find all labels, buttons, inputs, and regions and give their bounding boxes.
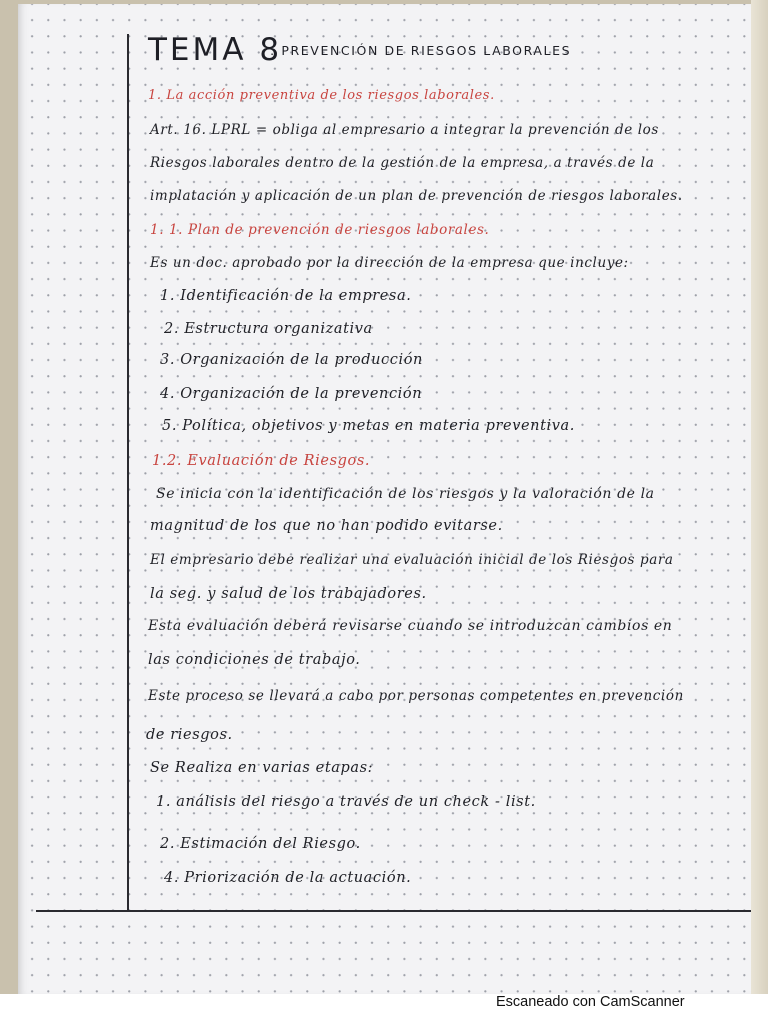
note-line: magnitud de los que no han podido evitarse. xyxy=(150,518,503,534)
note-line: Art. 16. LPRL = obliga al empresario a integrar la prevención de los xyxy=(150,122,659,138)
bottom-rule xyxy=(36,910,768,912)
note-line: implatación y aplicación de un plan de prevención de riesgos laborales. xyxy=(150,188,683,204)
page-edge-shadow xyxy=(751,0,768,994)
list-item: 2. Estructura organizativa xyxy=(164,321,373,337)
list-item: 2. Estimación del Riesgo. xyxy=(160,836,361,852)
list-item: 5. Política, objetivos y metas en materia preventiva. xyxy=(162,418,576,434)
section-heading-1: 1. La acción preventiva de los riesgos laborales. xyxy=(148,88,495,103)
note-line: Se inicia con la identificación de los riesgos y la valoración de la xyxy=(156,486,655,502)
list-item: 1. Identificación de la empresa. xyxy=(160,288,412,304)
scanner-watermark: Escaneado con CamScanner xyxy=(496,994,685,1010)
note-line: Riesgos laborales dentro de la gestión de la empresa, a través de la xyxy=(150,155,655,171)
section-heading-1-2: 1.2. Evaluación de Riesgos. xyxy=(152,453,371,469)
list-item: 1. análisis del riesgo a través de un check - list. xyxy=(156,794,536,810)
note-line: de riesgos. xyxy=(146,727,233,743)
note-line: la seg. y salud de los trabajadores. xyxy=(150,586,427,602)
page-title: TEMA 8 xyxy=(148,32,283,68)
note-line: El empresario debe realizar una evaluación inicial de los Riesgos para xyxy=(150,552,674,568)
list-item: 4. Organización de la prevención xyxy=(160,386,423,402)
section-heading-1-1: 1. 1. Plan de prevención de riesgos laborales. xyxy=(150,222,490,238)
note-line: Se Realiza en varias etapas: xyxy=(150,760,374,776)
margin-line xyxy=(127,34,129,910)
page-subtitle: : PREVENCIÓN DE RIESGOS LABORALES xyxy=(270,43,572,58)
note-line: Es un doc. aprobado por la dirección de la empresa que incluye: xyxy=(150,255,629,271)
note-line: Este proceso se llevará a cabo por personas competentes en prevención xyxy=(148,688,684,704)
list-item: 4. Priorización de la actuación. xyxy=(164,870,412,886)
note-line: Esta evaluación deberá revisarse cuando se introduzcan cambios en xyxy=(148,618,673,634)
note-line: las condiciones de trabajo. xyxy=(148,652,361,668)
list-item: 3. Organización de la producción xyxy=(160,352,423,368)
